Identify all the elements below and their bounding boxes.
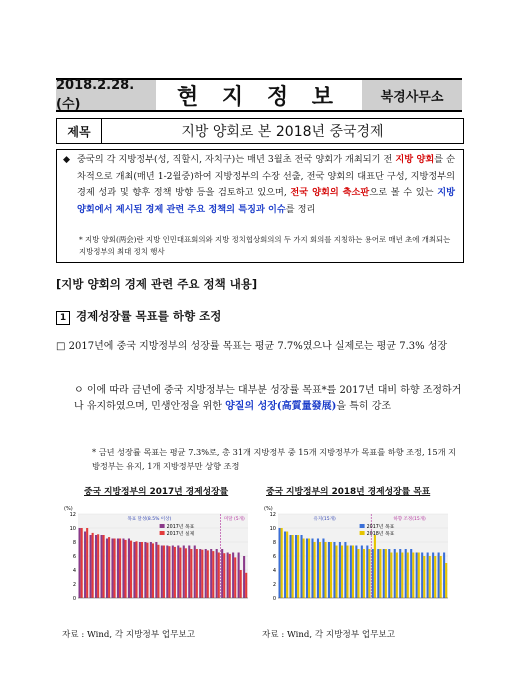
summary-text (77, 152, 455, 218)
bar-0-0 (79, 528, 81, 598)
bar-0-2 (290, 535, 292, 598)
bar-1-6 (314, 542, 316, 598)
bar-0-14 (155, 542, 157, 598)
section-title: [지방 양회의 경제 관련 주요 정책 내용] (56, 277, 258, 291)
bar-0-28 (432, 553, 434, 599)
item-number: 1 (56, 311, 70, 325)
bar-0-20 (388, 549, 390, 598)
y-tick-label: 8 (272, 540, 276, 546)
bar-0-8 (322, 539, 324, 599)
bar-0-26 (421, 553, 423, 599)
bar-1-26 (423, 556, 425, 598)
chart-right (262, 500, 452, 624)
bar-1-7 (119, 539, 121, 599)
report-date: 2018.2.28.(수) (56, 80, 156, 110)
y-tick-label: 2 (72, 582, 76, 588)
paragraph-2-highlight: 양질의 성장(高質量發展) (225, 401, 337, 412)
paragraph-2 (74, 383, 462, 415)
bar-0-24 (210, 549, 212, 598)
bar-1-17 (174, 547, 176, 598)
bar-1-9 (330, 542, 332, 598)
bar-1-14 (157, 545, 159, 598)
bar-1-21 (196, 549, 198, 598)
bar-0-1 (284, 532, 286, 599)
subject-row (56, 118, 464, 144)
bar-1-6 (114, 539, 116, 599)
bar-0-10 (133, 542, 135, 598)
bar-1-29 (440, 556, 442, 598)
bar-0-25 (416, 553, 418, 599)
bar-0-15 (161, 546, 163, 599)
bar-0-18 (177, 546, 179, 599)
bar-0-5 (306, 539, 308, 599)
bar-1-24 (412, 553, 414, 599)
bar-1-2 (92, 533, 94, 598)
bar-0-22 (399, 549, 401, 598)
bar-1-1 (286, 532, 288, 599)
bar-1-10 (135, 541, 137, 598)
bar-0-21 (194, 546, 196, 599)
y-tick-label: 8 (72, 540, 76, 546)
chart-right-title: 중국 지방정부의 2018년 경제성장률 목표 (266, 487, 431, 497)
summary-box (56, 149, 464, 263)
bar-0-6 (311, 539, 313, 599)
bar-0-23 (405, 549, 407, 598)
bar-1-30 (445, 563, 447, 598)
bar-1-13 (152, 543, 154, 598)
bar-0-16 (366, 546, 368, 599)
subject-label: 제목 (57, 119, 102, 143)
bar-0-20 (188, 546, 190, 599)
y-tick-label: 0 (272, 596, 276, 602)
bar-0-19 (383, 549, 385, 598)
legend-swatch (360, 531, 365, 535)
bar-1-16 (168, 546, 170, 598)
bar-0-30 (243, 556, 245, 598)
bar-0-17 (372, 549, 374, 598)
summary-text-part: 를 정리 (285, 203, 316, 215)
legend-swatch (160, 531, 165, 535)
band-label: 하향 조정(15개) (393, 517, 426, 522)
bar-1-9 (130, 541, 132, 598)
legend-swatch (160, 524, 165, 528)
paragraph-2-text: ㅇ 이에 따라 금년에 중국 지방정부는 대부분 성장률 목표*를 2017년 대비 하향 조정하거나 유지하였으며, 민생안정을 위한 (74, 385, 462, 412)
y-tick-label: 12 (69, 512, 76, 518)
source-left: 자료 : Wind, 각 지방정부 업무보고 (62, 630, 196, 640)
bar-0-14 (355, 546, 357, 599)
bar-1-16 (368, 549, 370, 598)
bar-1-30 (245, 573, 247, 598)
bar-1-20 (190, 549, 192, 598)
bar-1-19 (385, 549, 387, 598)
legend-label: 2017년 실제 (166, 532, 195, 537)
bar-0-7 (117, 539, 119, 599)
paragraph-2-text: 을 특히 강조 (336, 401, 392, 412)
bar-0-4 (300, 535, 302, 598)
source-right: 자료 : Wind, 각 지방정부 업무보고 (262, 630, 396, 640)
bar-1-27 (429, 556, 431, 598)
bar-0-24 (410, 549, 412, 598)
bar-1-25 (418, 553, 420, 599)
bar-1-8 (125, 540, 127, 598)
item-heading (56, 308, 221, 325)
bar-0-13 (350, 546, 352, 599)
bar-1-7 (319, 542, 321, 598)
y-tick-label: 10 (69, 526, 76, 532)
bar-0-7 (317, 539, 319, 599)
bar-0-27 (427, 553, 429, 599)
y-unit-label: (%) (64, 506, 73, 512)
bar-1-15 (363, 549, 365, 598)
y-tick-label: 0 (72, 596, 76, 602)
bar-0-30 (443, 553, 445, 599)
bar-1-13 (352, 546, 354, 599)
summary-highlight: 전국 양회의 축소판 (290, 187, 370, 198)
diamond-bullet-icon: ◆ (63, 154, 71, 165)
bar-1-11 (141, 542, 143, 598)
summary-highlight: 지방 양회에서 제시된 경제 관련 주요 정책의 특징과 이슈 (77, 187, 455, 215)
bar-0-12 (144, 542, 146, 598)
bar-1-18 (379, 549, 381, 598)
bar-0-17 (172, 546, 174, 599)
chart-left-title: 중국 지방정부의 2017년 경제성장률 (84, 487, 229, 497)
bar-0-4 (100, 535, 102, 598)
bar-1-25 (218, 553, 220, 599)
bar-0-1 (84, 532, 86, 599)
bar-1-15 (163, 546, 165, 599)
bar-0-19 (183, 546, 185, 599)
summary-text-part: 를 순차적으로 개최(매년 1-2월중)하여 지방정부의 수장 선출, 전국 양회의 대표단 구성, 지방정부의 경제 성과 및 향후 정책 방향 등을 검토하고 있으며, (77, 154, 456, 198)
bar-1-1 (86, 528, 88, 598)
bar-1-3 (297, 535, 299, 598)
bar-0-9 (328, 542, 330, 598)
bar-0-3 (295, 535, 297, 598)
bar-1-17 (374, 535, 376, 598)
bar-0-6 (111, 539, 113, 599)
bar-0-29 (238, 553, 240, 599)
paragraph-1: □ 2017년에 중국 지방정부의 성장률 목표는 평균 7.7%였으나 실제로는 평균 7.3% 성장 (56, 341, 448, 352)
bar-0-11 (339, 542, 341, 598)
bar-1-22 (401, 553, 403, 599)
y-tick-label: 10 (269, 526, 276, 532)
bar-1-21 (396, 553, 398, 599)
chart-left (62, 500, 252, 624)
bar-0-28 (232, 553, 234, 599)
summary-note: * 지방 양회(两会)란 지방 인민대표회의와 지방 정치협상회의의 두 가지 회의를 지칭하는 용어로 매년 초에 개최되는 지방정부의 최대 정치 행사 (79, 235, 451, 256)
y-tick-label: 6 (72, 554, 76, 560)
bar-0-16 (166, 546, 168, 599)
bar-1-22 (201, 550, 203, 598)
legend-label: 2017년 목표 (166, 525, 195, 530)
bar-1-5 (308, 539, 310, 599)
bar-1-28 (234, 557, 236, 598)
bar-1-2 (292, 535, 294, 598)
bar-0-9 (128, 539, 130, 599)
bar-1-26 (223, 553, 225, 598)
bar-1-20 (390, 553, 392, 599)
report-office: 북경사무소 (362, 80, 462, 110)
bar-0-0 (279, 528, 281, 598)
bar-0-23 (205, 549, 207, 598)
band-label: 목표 달성(8.5% 이상) (127, 517, 172, 522)
y-tick-label: 6 (272, 554, 276, 560)
bar-0-10 (333, 542, 335, 598)
bar-1-0 (81, 528, 83, 598)
legend-label: 2018년 목표 (366, 532, 395, 537)
bar-1-4 (303, 539, 305, 599)
bar-1-8 (325, 542, 327, 598)
bar-0-26 (221, 549, 223, 598)
bar-1-29 (240, 570, 242, 598)
y-tick-label: 4 (72, 568, 76, 574)
bar-1-23 (207, 550, 209, 598)
bar-0-27 (227, 553, 229, 599)
item-title: 경제성장률 목표를 하향 조정 (76, 309, 222, 323)
bar-0-13 (150, 542, 152, 598)
bar-1-18 (179, 548, 181, 598)
y-tick-label: 4 (272, 568, 276, 574)
bar-1-23 (407, 553, 409, 599)
bar-0-3 (95, 535, 97, 598)
bar-1-14 (357, 549, 359, 598)
legend-swatch (360, 524, 365, 528)
bar-1-28 (434, 556, 436, 598)
legend-label: 2017년 목표 (366, 525, 395, 530)
bar-0-21 (394, 549, 396, 598)
bar-1-27 (229, 554, 231, 598)
subject-text: 지방 양회로 본 2018년 중국경제 (181, 124, 384, 140)
y-tick-label: 12 (269, 512, 276, 518)
bar-0-5 (106, 539, 108, 599)
bar-1-11 (341, 546, 343, 599)
bar-0-29 (438, 553, 440, 599)
bar-1-0 (281, 528, 283, 598)
summary-highlight: 지방 양회 (395, 154, 435, 165)
bar-1-10 (335, 546, 337, 599)
bar-0-15 (361, 546, 363, 599)
bar-1-5 (108, 537, 110, 598)
summary-text-part: 중국의 각 지방정부(성, 직할시, 자치구)는 매년 3월초 전국 양회가 개최되기 전 (77, 154, 396, 165)
paragraph-3-note: * 금년 성장률 목표는 평균 7.3%로, 총 31개 지방정부 중 15개 지방정부가 목표를 하향 조정, 15개 지방정부는 유지, 1개 지방정부만 상향 조정 (92, 447, 456, 471)
band-label: 유지(15개) (313, 517, 336, 522)
bar-0-8 (122, 539, 124, 599)
bar-1-12 (346, 546, 348, 599)
bar-0-2 (90, 535, 92, 598)
bar-0-11 (139, 542, 141, 598)
y-unit-label: (%) (264, 506, 273, 512)
bar-0-22 (199, 549, 201, 598)
report-title: 현 지 정 보 (177, 84, 341, 110)
bar-1-19 (185, 548, 187, 598)
bar-0-18 (377, 549, 379, 598)
bar-1-4 (103, 535, 105, 598)
summary-text-part: 으로 볼 수 있는 (369, 187, 438, 198)
band-label: 미달 (5개) (223, 517, 245, 522)
y-tick-label: 2 (272, 582, 276, 588)
bar-1-12 (146, 543, 148, 598)
bar-1-24 (212, 551, 214, 598)
report-header (56, 78, 462, 112)
bar-0-12 (344, 542, 346, 598)
bar-1-3 (97, 534, 99, 598)
bar-0-25 (216, 549, 218, 598)
